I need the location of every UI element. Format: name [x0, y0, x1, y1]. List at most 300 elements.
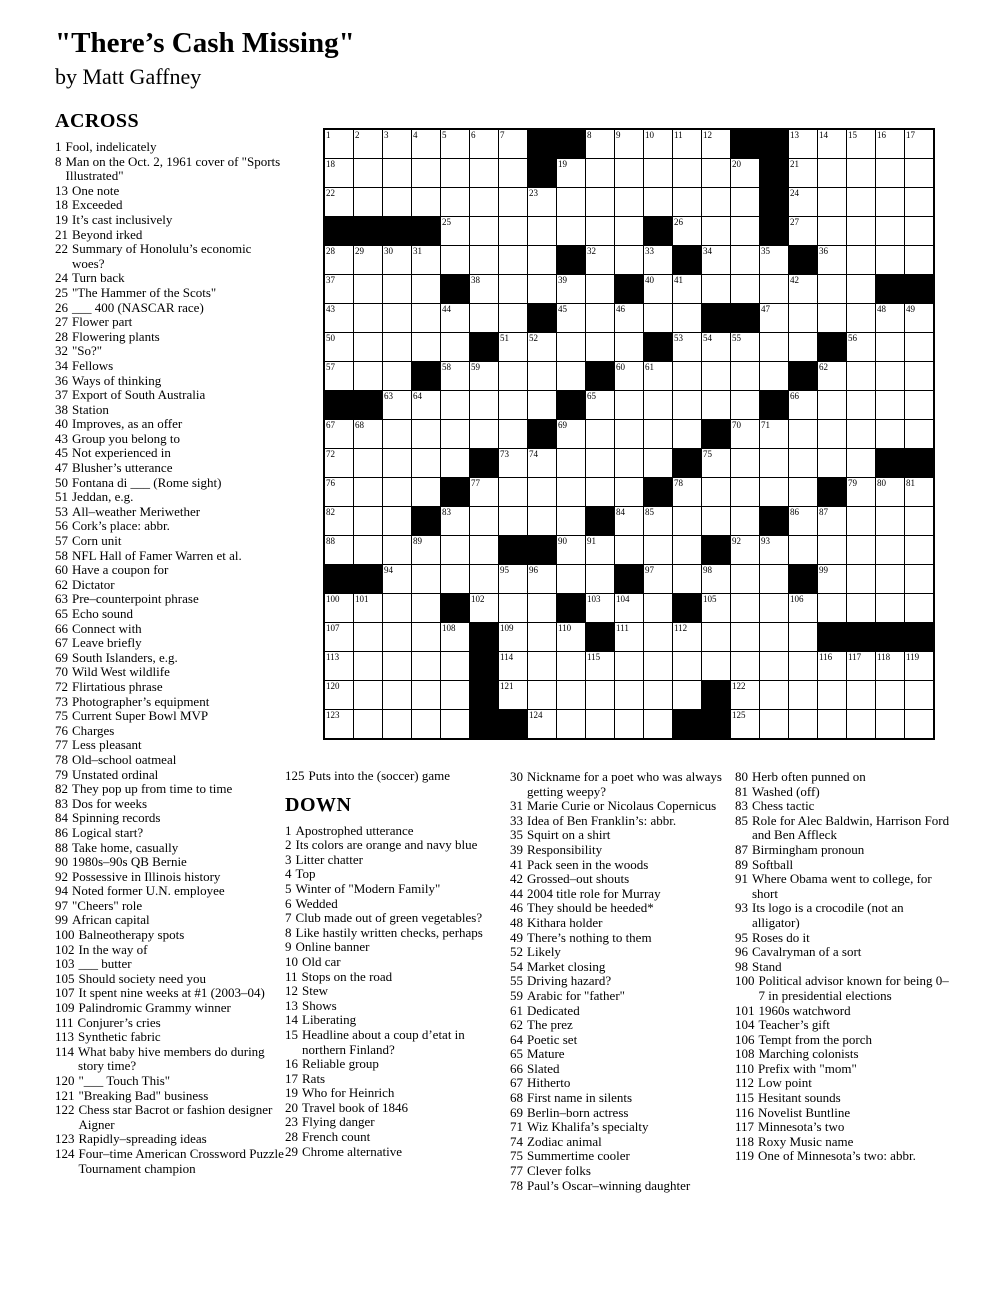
clue-item[interactable]: [55, 665, 287, 680]
grid-cell[interactable]: [702, 130, 730, 158]
grid-cell[interactable]: [586, 275, 614, 303]
grid-cell[interactable]: [905, 565, 933, 593]
clue-item[interactable]: [510, 1033, 728, 1048]
grid-cell[interactable]: [847, 304, 875, 332]
grid-cell[interactable]: [528, 333, 556, 361]
grid-cell[interactable]: [818, 246, 846, 274]
grid-cell[interactable]: [499, 304, 527, 332]
grid-cell[interactable]: [644, 681, 672, 709]
grid-cell[interactable]: [644, 507, 672, 535]
grid-cell[interactable]: [818, 420, 846, 448]
clue-item[interactable]: [285, 970, 491, 985]
grid-cell[interactable]: [876, 565, 904, 593]
clue-item[interactable]: [735, 814, 951, 843]
grid-cell[interactable]: [847, 652, 875, 680]
clue-item[interactable]: [285, 1072, 491, 1087]
grid-cell[interactable]: [673, 536, 701, 564]
grid-cell[interactable]: [847, 507, 875, 535]
clue-item[interactable]: [285, 1115, 491, 1130]
grid-cell[interactable]: [499, 420, 527, 448]
grid-cell[interactable]: [876, 159, 904, 187]
clue-item[interactable]: [285, 955, 491, 970]
grid-cell[interactable]: [847, 362, 875, 390]
grid-cell[interactable]: [383, 681, 411, 709]
grid-cell[interactable]: [673, 623, 701, 651]
grid-cell[interactable]: [876, 478, 904, 506]
clue-item[interactable]: [55, 1089, 287, 1104]
clue-item[interactable]: [510, 858, 728, 873]
clue-item[interactable]: [285, 911, 491, 926]
grid-cell[interactable]: [383, 652, 411, 680]
clue-item[interactable]: [510, 1047, 728, 1062]
grid-cell[interactable]: [499, 275, 527, 303]
grid-cell[interactable]: [557, 304, 585, 332]
grid-cell[interactable]: [470, 507, 498, 535]
grid-cell[interactable]: [528, 623, 556, 651]
grid-cell[interactable]: [673, 681, 701, 709]
clue-item[interactable]: [55, 286, 287, 301]
grid-cell[interactable]: [528, 594, 556, 622]
grid-cell[interactable]: [470, 420, 498, 448]
grid-cell[interactable]: [441, 217, 469, 245]
grid-cell[interactable]: [557, 449, 585, 477]
grid-cell[interactable]: [673, 275, 701, 303]
grid-cell[interactable]: [412, 159, 440, 187]
grid-cell[interactable]: [412, 391, 440, 419]
clue-item[interactable]: [55, 140, 287, 155]
grid-cell[interactable]: [760, 652, 788, 680]
grid-cell[interactable]: [615, 681, 643, 709]
grid-cell[interactable]: [818, 130, 846, 158]
clue-item[interactable]: [285, 926, 491, 941]
grid-cell[interactable]: [905, 246, 933, 274]
grid-cell[interactable]: [847, 536, 875, 564]
clue-item[interactable]: [285, 867, 491, 882]
clue-item[interactable]: [55, 374, 287, 389]
grid-cell[interactable]: [615, 507, 643, 535]
grid-cell[interactable]: [586, 594, 614, 622]
clue-item[interactable]: [510, 887, 728, 902]
clue-item[interactable]: [735, 1033, 951, 1048]
clue-item[interactable]: [55, 636, 287, 651]
grid-cell[interactable]: [818, 275, 846, 303]
grid-cell[interactable]: [760, 594, 788, 622]
grid-cell[interactable]: [818, 710, 846, 738]
grid-cell[interactable]: [789, 130, 817, 158]
grid-cell[interactable]: [905, 507, 933, 535]
grid-cell[interactable]: [412, 188, 440, 216]
grid-cell[interactable]: [325, 710, 353, 738]
grid-cell[interactable]: [499, 652, 527, 680]
grid-cell[interactable]: [847, 594, 875, 622]
grid-cell[interactable]: [876, 652, 904, 680]
grid-cell[interactable]: [354, 130, 382, 158]
grid-cell[interactable]: [557, 333, 585, 361]
grid-cell[interactable]: [615, 217, 643, 245]
clue-item[interactable]: [510, 1004, 728, 1019]
grid-cell[interactable]: [499, 391, 527, 419]
grid-cell[interactable]: [876, 710, 904, 738]
clue-item[interactable]: [510, 916, 728, 931]
grid-cell[interactable]: [325, 623, 353, 651]
clue-item[interactable]: [55, 986, 287, 1001]
clue-item[interactable]: [510, 1076, 728, 1091]
grid-cell[interactable]: [702, 217, 730, 245]
clue-item[interactable]: [55, 534, 287, 549]
grid-cell[interactable]: [557, 623, 585, 651]
grid-cell[interactable]: [847, 188, 875, 216]
grid-cell[interactable]: [325, 333, 353, 361]
clue-item[interactable]: [55, 811, 287, 826]
grid-cell[interactable]: [586, 565, 614, 593]
grid-cell[interactable]: [354, 449, 382, 477]
clue-item[interactable]: [55, 738, 287, 753]
grid-cell[interactable]: [876, 246, 904, 274]
clue-item[interactable]: [55, 184, 287, 199]
grid-cell[interactable]: [644, 594, 672, 622]
grid-cell[interactable]: [499, 159, 527, 187]
grid-cell[interactable]: [557, 536, 585, 564]
clue-item[interactable]: [735, 1120, 951, 1135]
grid-cell[interactable]: [731, 594, 759, 622]
grid-cell[interactable]: [557, 362, 585, 390]
grid-cell[interactable]: [354, 246, 382, 274]
clue-item[interactable]: [735, 974, 951, 1003]
grid-cell[interactable]: [615, 246, 643, 274]
clue-item[interactable]: [55, 1001, 287, 1016]
grid-cell[interactable]: [847, 159, 875, 187]
grid-cell[interactable]: [325, 246, 353, 274]
grid-cell[interactable]: [818, 217, 846, 245]
grid-cell[interactable]: [673, 391, 701, 419]
grid-cell[interactable]: [441, 159, 469, 187]
grid-cell[interactable]: [644, 391, 672, 419]
grid-cell[interactable]: [760, 623, 788, 651]
grid-cell[interactable]: [528, 710, 556, 738]
clue-item[interactable]: [510, 1179, 728, 1194]
grid-cell[interactable]: [876, 362, 904, 390]
grid-cell[interactable]: [557, 507, 585, 535]
clue-item[interactable]: [510, 828, 728, 843]
grid-cell[interactable]: [760, 449, 788, 477]
clue-item[interactable]: [55, 228, 287, 243]
grid-cell[interactable]: [615, 304, 643, 332]
grid-cell[interactable]: [412, 710, 440, 738]
grid-cell[interactable]: [760, 304, 788, 332]
grid-cell[interactable]: [731, 449, 759, 477]
grid-cell[interactable]: [412, 246, 440, 274]
clue-item[interactable]: [510, 1149, 728, 1164]
clue-item[interactable]: [285, 1057, 491, 1072]
grid-cell[interactable]: [818, 188, 846, 216]
grid-cell[interactable]: [702, 275, 730, 303]
grid-cell[interactable]: [499, 565, 527, 593]
grid-cell[interactable]: [760, 536, 788, 564]
grid-cell[interactable]: [760, 565, 788, 593]
clue-item[interactable]: [735, 770, 951, 785]
clue-item[interactable]: [55, 709, 287, 724]
grid-cell[interactable]: [789, 420, 817, 448]
grid-cell[interactable]: [354, 362, 382, 390]
grid-cell[interactable]: [499, 246, 527, 274]
clue-item[interactable]: [55, 301, 287, 316]
clue-item[interactable]: [55, 344, 287, 359]
grid-cell[interactable]: [644, 536, 672, 564]
grid-cell[interactable]: [615, 652, 643, 680]
grid-cell[interactable]: [586, 304, 614, 332]
grid-cell[interactable]: [876, 507, 904, 535]
grid-cell[interactable]: [847, 217, 875, 245]
grid-cell[interactable]: [731, 652, 759, 680]
grid-cell[interactable]: [905, 594, 933, 622]
clue-item[interactable]: [285, 1086, 491, 1101]
grid-cell[interactable]: [905, 681, 933, 709]
clue-item[interactable]: [285, 824, 491, 839]
clue-item[interactable]: [510, 799, 728, 814]
grid-cell[interactable]: [905, 710, 933, 738]
grid-cell[interactable]: [557, 275, 585, 303]
grid-cell[interactable]: [673, 565, 701, 593]
clue-item[interactable]: [285, 897, 491, 912]
clue-item[interactable]: [55, 417, 287, 432]
grid-cell[interactable]: [673, 304, 701, 332]
clue-item[interactable]: [510, 901, 728, 916]
grid-cell[interactable]: [847, 391, 875, 419]
grid-cell[interactable]: [644, 565, 672, 593]
grid-cell[interactable]: [528, 188, 556, 216]
grid-cell[interactable]: [586, 478, 614, 506]
grid-cell[interactable]: [383, 304, 411, 332]
clue-item[interactable]: [55, 403, 287, 418]
grid-cell[interactable]: [412, 478, 440, 506]
clue-item[interactable]: [55, 841, 287, 856]
clue-item[interactable]: [55, 972, 287, 987]
grid-cell[interactable]: [702, 652, 730, 680]
clue-item[interactable]: [510, 974, 728, 989]
grid-cell[interactable]: [354, 304, 382, 332]
grid-cell[interactable]: [615, 159, 643, 187]
grid-cell[interactable]: [470, 304, 498, 332]
clue-item[interactable]: [735, 785, 951, 800]
clue-item[interactable]: [285, 838, 491, 853]
grid-cell[interactable]: [470, 188, 498, 216]
grid-cell[interactable]: [702, 333, 730, 361]
grid-cell[interactable]: [702, 594, 730, 622]
grid-cell[interactable]: [789, 478, 817, 506]
grid-cell[interactable]: [731, 246, 759, 274]
grid-cell[interactable]: [557, 188, 585, 216]
grid-cell[interactable]: [325, 507, 353, 535]
grid-cell[interactable]: [673, 652, 701, 680]
grid-cell[interactable]: [383, 420, 411, 448]
grid-cell[interactable]: [731, 391, 759, 419]
grid-cell[interactable]: [383, 130, 411, 158]
grid-cell[interactable]: [441, 623, 469, 651]
grid-cell[interactable]: [731, 362, 759, 390]
grid-cell[interactable]: [586, 246, 614, 274]
grid-cell[interactable]: [528, 391, 556, 419]
grid-cell[interactable]: [441, 507, 469, 535]
clue-item[interactable]: [55, 607, 287, 622]
clue-item[interactable]: [285, 1130, 491, 1145]
clue-item[interactable]: [510, 1135, 728, 1150]
grid-cell[interactable]: [470, 217, 498, 245]
grid-cell[interactable]: [615, 362, 643, 390]
grid-cell[interactable]: [586, 449, 614, 477]
grid-cell[interactable]: [615, 710, 643, 738]
grid-cell[interactable]: [615, 130, 643, 158]
grid-cell[interactable]: [644, 130, 672, 158]
grid-cell[interactable]: [528, 652, 556, 680]
grid-cell[interactable]: [905, 420, 933, 448]
grid-cell[interactable]: [441, 362, 469, 390]
grid-cell[interactable]: [354, 681, 382, 709]
grid-cell[interactable]: [673, 217, 701, 245]
grid-cell[interactable]: [731, 507, 759, 535]
grid-cell[interactable]: [789, 304, 817, 332]
grid-cell[interactable]: [586, 681, 614, 709]
clue-item[interactable]: [55, 388, 287, 403]
grid-cell[interactable]: [847, 565, 875, 593]
grid-cell[interactable]: [615, 536, 643, 564]
grid-cell[interactable]: [557, 565, 585, 593]
crossword-grid[interactable]: [323, 128, 935, 740]
grid-cell[interactable]: [673, 478, 701, 506]
clue-item[interactable]: [55, 563, 287, 578]
grid-cell[interactable]: [731, 565, 759, 593]
grid-cell[interactable]: [383, 188, 411, 216]
grid-cell[interactable]: [847, 478, 875, 506]
grid-cell[interactable]: [325, 449, 353, 477]
grid-cell[interactable]: [586, 217, 614, 245]
grid-cell[interactable]: [557, 710, 585, 738]
grid-cell[interactable]: [412, 623, 440, 651]
clue-item[interactable]: [55, 724, 287, 739]
grid-cell[interactable]: [760, 275, 788, 303]
grid-cell[interactable]: [702, 478, 730, 506]
grid-cell[interactable]: [702, 449, 730, 477]
grid-cell[interactable]: [325, 652, 353, 680]
grid-cell[interactable]: [876, 188, 904, 216]
grid-cell[interactable]: [325, 362, 353, 390]
grid-cell[interactable]: [354, 507, 382, 535]
grid-cell[interactable]: [644, 246, 672, 274]
grid-cell[interactable]: [673, 420, 701, 448]
grid-cell[interactable]: [354, 159, 382, 187]
clue-item[interactable]: [55, 519, 287, 534]
grid-cell[interactable]: [615, 623, 643, 651]
grid-cell[interactable]: [644, 275, 672, 303]
clue-item[interactable]: [510, 1106, 728, 1121]
clue-item[interactable]: [510, 814, 728, 829]
clue-item[interactable]: [55, 1074, 287, 1089]
clue-item[interactable]: [55, 855, 287, 870]
grid-cell[interactable]: [325, 275, 353, 303]
clue-item[interactable]: [735, 1062, 951, 1077]
clue-item[interactable]: [510, 989, 728, 1004]
grid-cell[interactable]: [702, 507, 730, 535]
grid-cell[interactable]: [499, 507, 527, 535]
grid-cell[interactable]: [499, 362, 527, 390]
grid-cell[interactable]: [644, 449, 672, 477]
grid-cell[interactable]: [354, 420, 382, 448]
grid-cell[interactable]: [702, 246, 730, 274]
grid-cell[interactable]: [354, 623, 382, 651]
grid-cell[interactable]: [818, 159, 846, 187]
grid-cell[interactable]: [499, 188, 527, 216]
grid-cell[interactable]: [615, 594, 643, 622]
grid-cell[interactable]: [644, 623, 672, 651]
grid-cell[interactable]: [441, 391, 469, 419]
grid-cell[interactable]: [702, 391, 730, 419]
grid-cell[interactable]: [847, 333, 875, 361]
grid-cell[interactable]: [847, 420, 875, 448]
clue-item[interactable]: [735, 1047, 951, 1062]
grid-cell[interactable]: [412, 449, 440, 477]
grid-cell[interactable]: [586, 159, 614, 187]
clue-item[interactable]: [55, 1147, 287, 1176]
grid-cell[interactable]: [441, 710, 469, 738]
grid-cell[interactable]: [412, 130, 440, 158]
grid-cell[interactable]: [615, 391, 643, 419]
clue-item[interactable]: [55, 330, 287, 345]
clue-item[interactable]: [285, 984, 491, 999]
clue-item[interactable]: [510, 1091, 728, 1106]
clue-item[interactable]: [735, 1135, 951, 1150]
grid-cell[interactable]: [818, 565, 846, 593]
grid-cell[interactable]: [905, 159, 933, 187]
grid-cell[interactable]: [499, 681, 527, 709]
clue-item[interactable]: [735, 1091, 951, 1106]
grid-cell[interactable]: [586, 391, 614, 419]
clue-item[interactable]: [510, 1062, 728, 1077]
clue-item[interactable]: [55, 622, 287, 637]
grid-cell[interactable]: [702, 623, 730, 651]
clue-item[interactable]: [55, 957, 287, 972]
grid-cell[interactable]: [441, 449, 469, 477]
grid-cell[interactable]: [760, 362, 788, 390]
clue-item[interactable]: [55, 695, 287, 710]
grid-cell[interactable]: [789, 159, 817, 187]
grid-cell[interactable]: [789, 449, 817, 477]
clue-item[interactable]: [55, 826, 287, 841]
grid-cell[interactable]: [847, 681, 875, 709]
grid-cell[interactable]: [731, 333, 759, 361]
grid-cell[interactable]: [847, 246, 875, 274]
clue-item[interactable]: [55, 753, 287, 768]
grid-cell[interactable]: [499, 623, 527, 651]
grid-cell[interactable]: [470, 130, 498, 158]
grid-cell[interactable]: [905, 652, 933, 680]
clue-item[interactable]: [735, 960, 951, 975]
grid-cell[interactable]: [557, 652, 585, 680]
grid-cell[interactable]: [876, 391, 904, 419]
grid-cell[interactable]: [905, 304, 933, 332]
grid-cell[interactable]: [325, 130, 353, 158]
grid-cell[interactable]: [412, 565, 440, 593]
clue-item[interactable]: [735, 1106, 951, 1121]
grid-cell[interactable]: [905, 536, 933, 564]
grid-cell[interactable]: [760, 478, 788, 506]
grid-cell[interactable]: [499, 449, 527, 477]
clue-item[interactable]: [510, 770, 728, 799]
grid-cell[interactable]: [644, 304, 672, 332]
grid-cell[interactable]: [905, 333, 933, 361]
grid-cell[interactable]: [760, 710, 788, 738]
grid-cell[interactable]: [499, 594, 527, 622]
grid-cell[interactable]: [412, 681, 440, 709]
clue-item[interactable]: [55, 1030, 287, 1045]
